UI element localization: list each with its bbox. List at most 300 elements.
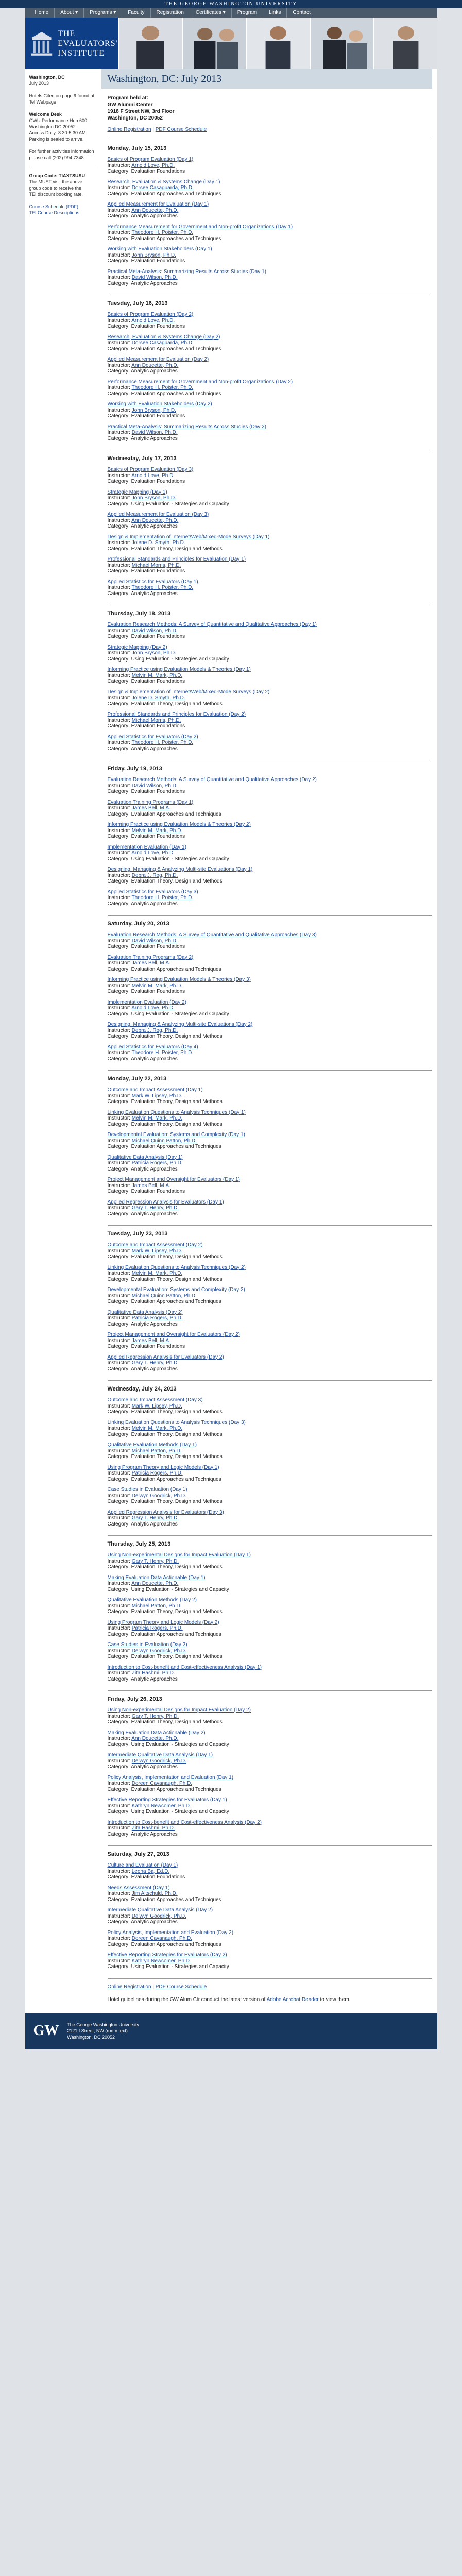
course-title-link[interactable]: Implementation Evaluation (Day 1)	[107, 844, 186, 850]
course-title-link[interactable]: Developmental Evaluation: Systems and Complexity (Day 2)	[107, 1287, 245, 1293]
course-item	[108, 1907, 432, 1925]
link-separator: |	[152, 1984, 156, 1990]
instructor-link[interactable]: Melvin M. Mark, Ph.D.	[131, 1426, 183, 1431]
course-title-link[interactable]: Implementation Evaluation (Day 2)	[107, 999, 186, 1005]
schedule-divider	[108, 1978, 432, 1979]
course-title-link[interactable]: Needs Assessment (Day 1)	[107, 1885, 170, 1891]
instructor-label: Instructor:	[107, 517, 130, 523]
instructor-link[interactable]: Melvin M. Mark, Ph.D.	[131, 672, 183, 679]
sidebar-group-title: Group Code: TIAXTSUSU	[29, 173, 85, 178]
logo-text	[58, 29, 117, 58]
category-label: Category:	[107, 191, 130, 197]
course-title-link[interactable]: Applied Measurement for Evaluation (Day 2)	[107, 357, 209, 362]
instructor-link[interactable]: Ann Doucette, Ph.D.	[131, 362, 179, 368]
online-registration-link-bottom[interactable]: Online Registration	[107, 1984, 151, 1990]
instructor-link[interactable]: Theodore H. Poister, Ph.D.	[131, 1050, 194, 1056]
course-item	[108, 534, 432, 552]
category-label: Category:	[107, 1631, 130, 1637]
category-value: Analytic Approaches	[131, 1056, 178, 1062]
instructor-link[interactable]: Melvin M. Mark, Ph.D.	[131, 1270, 183, 1276]
instructor-label: Instructor:	[107, 1825, 130, 1831]
sidebar-welcome-title: Welcome Desk	[29, 112, 62, 117]
logo-line-2: EVALUATORS'	[58, 39, 118, 48]
category-label: Category:	[107, 501, 130, 507]
instructor-link[interactable]: Gary T. Henry, Ph.D.	[131, 1713, 179, 1719]
nav-item[interactable]: Program	[232, 8, 263, 18]
category-label: Category:	[107, 1211, 130, 1217]
acrobat-note-suffix: to view them.	[320, 1996, 351, 2003]
instructor-label: Instructor:	[107, 1027, 130, 1033]
course-item	[108, 1155, 432, 1173]
category-label: Category:	[107, 546, 130, 552]
category-value: Evaluation Foundations	[131, 258, 185, 264]
category-value: Analytic Approaches	[131, 213, 178, 219]
category-label: Category:	[107, 1964, 130, 1970]
course-title-link[interactable]: Evaluation Training Programs (Day 2)	[107, 954, 194, 960]
course-item	[108, 224, 432, 242]
course-title-link[interactable]: Project Management and Oversight for Evaluators (Day 2)	[107, 1332, 240, 1337]
course-title-link[interactable]: Performance Measurement for Government and Non-profit Organizations (Day 1)	[107, 224, 293, 230]
instructor-link[interactable]: David Wilson, Ph.D.	[131, 430, 178, 435]
category-value: Evaluation Foundations	[131, 679, 185, 684]
course-title-link[interactable]: Evaluation Research Methods: A Survey of Quantitative and Qualitative Approaches (Day 3)	[107, 932, 317, 938]
course-title-link[interactable]: Case Studies in Evaluation (Day 1)	[107, 1487, 187, 1493]
course-title-link[interactable]: Basics of Program Evaluation (Day 3)	[107, 467, 194, 472]
category-value: Evaluation Foundations	[131, 1344, 185, 1349]
course-item	[108, 1397, 432, 1415]
category-value: Evaluation Approaches and Techniques	[131, 1476, 221, 1482]
instructor-link[interactable]: Zita Hashmi, Ph.D.	[131, 1825, 175, 1831]
instructor-link[interactable]: Patricia Rogers, Ph.D.	[131, 1160, 183, 1166]
course-item	[108, 467, 432, 485]
category-label: Category:	[107, 1099, 130, 1105]
course-title-link[interactable]: Practical Meta-Analysis: Summarizing Results Across Studies (Day 1)	[107, 268, 266, 275]
nav-item[interactable]: Home	[29, 8, 55, 18]
category-value: Using Evaluation - Strategies and Capacity	[131, 1964, 229, 1970]
category-label: Category:	[107, 1033, 130, 1039]
course-item	[108, 401, 432, 419]
category-value: Evaluation Theory, Design and Methods	[131, 1276, 223, 1282]
course-title-link[interactable]: Qualitative Evaluation Methods (Day 1)	[107, 1442, 197, 1448]
category-label: Category:	[107, 1344, 130, 1349]
program-location-venue: GW Alumni Center	[107, 102, 153, 108]
instructor-link[interactable]: Jolene D. Smyth, Ph.D.	[131, 540, 185, 546]
instructor-link[interactable]: Michael Quinn Patton, Ph.D.	[131, 1138, 197, 1144]
course-item	[108, 1730, 432, 1748]
instructor-label: Instructor:	[107, 185, 130, 191]
category-value: Evaluation Approaches and Techniques	[131, 235, 221, 242]
instructor-label: Instructor:	[107, 1115, 130, 1121]
course-title-link[interactable]: Design & Implementation of Internet/Web/Mixed-Mode Surveys (Day 1)	[107, 534, 270, 540]
online-registration-link[interactable]: Online Registration	[107, 127, 151, 132]
category-value: Evaluation Foundations	[131, 1189, 185, 1194]
instructor-label: Instructor:	[107, 895, 130, 901]
category-value: Evaluation Theory, Design and Methods	[131, 1454, 223, 1460]
course-title-link[interactable]: Intermediate Qualitative Data Analysis (Day 2)	[107, 1907, 213, 1913]
course-title-link[interactable]: Qualitative Data Analysis (Day 1)	[107, 1154, 183, 1160]
instructor-link[interactable]: Kathryn Newcomer, Ph.D.	[131, 1958, 191, 1964]
course-title-link[interactable]: Policy Analysis, Implementation and Evaluation (Day 1)	[107, 1774, 234, 1781]
course-item	[108, 667, 432, 685]
category-value: Analytic Approaches	[131, 1166, 178, 1172]
instructor-link[interactable]: Patricia Rogers, Ph.D.	[131, 1470, 183, 1476]
category-value: Evaluation Approaches and Techniques	[131, 1144, 221, 1149]
instructor-link[interactable]: Gary T. Henry, Ph.D.	[131, 1205, 179, 1211]
category-value: Evaluation Foundations	[131, 723, 185, 729]
instructor-link[interactable]: David Wilson, Ph.D.	[131, 628, 178, 634]
course-item	[108, 357, 432, 375]
course-item	[108, 1110, 432, 1128]
course-title-link[interactable]: Informing Practice using Evaluation Models & Theories (Day 2)	[107, 822, 251, 827]
course-title-link[interactable]: Performance Measurement for Government and Non-profit Organizations (Day 2)	[107, 379, 293, 385]
instructor-link[interactable]: James Bell, M.A.	[131, 805, 170, 811]
instructor-link[interactable]: David Wilson, Ph.D.	[131, 938, 178, 944]
instructor-link[interactable]: Ann Doucette, Ph.D.	[131, 1736, 179, 1741]
course-title-link[interactable]: Introduction to Cost-benefit and Cost-effectiveness Analysis (Day 2)	[107, 1819, 262, 1825]
instructor-link[interactable]: Michael Patton, Ph.D.	[131, 1448, 182, 1454]
instructor-link[interactable]: Zita Hashmi, Ph.D.	[131, 1670, 175, 1676]
course-item	[108, 1087, 432, 1105]
instructor-link[interactable]: Gary T. Henry, Ph.D.	[131, 1360, 179, 1366]
day-divider	[108, 1380, 432, 1381]
pdf-schedule-link-bottom[interactable]: PDF Course Schedule	[155, 1984, 207, 1990]
category-label: Category:	[107, 346, 130, 352]
course-item	[108, 1132, 432, 1150]
instructor-link[interactable]: David Wilson, Ph.D.	[131, 783, 178, 789]
course-title-link[interactable]: Informing Practice using Evaluation Models & Theories (Day 3)	[107, 977, 251, 982]
course-title-link[interactable]: Using Non-experimental Designs for Impact Evaluation (Day 2)	[107, 1707, 251, 1713]
day-title: Saturday, July 20, 2013	[107, 921, 169, 927]
instructor-link[interactable]: Mark W. Lipsey, Ph.D.	[131, 1093, 182, 1099]
category-label: Category:	[107, 1609, 130, 1615]
course-title-link[interactable]: Applied Measurement for Evaluation (Day 3)	[107, 512, 209, 517]
instructor-link[interactable]: Debra J. Rog, Ph.D.	[131, 872, 178, 878]
category-label: Category:	[107, 944, 130, 950]
body-wrap	[25, 69, 437, 2013]
instructor-link[interactable]: Arnold Love, Ph.D.	[131, 850, 175, 856]
course-title-link[interactable]: Linking Evaluation Questions to Analysis Techniques (Day 1)	[107, 1109, 246, 1115]
course-title-link[interactable]: Working with Evaluation Stakeholders (Day 1)	[107, 246, 212, 252]
instructor-link[interactable]: John Bryson, Ph.D.	[131, 495, 176, 501]
instructor-link[interactable]: Jolene D. Smyth, Ph.D.	[131, 695, 185, 701]
course-item	[108, 1952, 432, 1970]
schedule-days	[108, 140, 432, 1970]
instructor-link[interactable]: John Bryson, Ph.D.	[131, 650, 176, 656]
category-value: Evaluation Foundations	[131, 634, 185, 639]
program-location-address: 1918 F Street NW, 3rd Floor	[107, 109, 175, 114]
course-title-link[interactable]: Design & Implementation of Internet/Web/Mixed-Mode Surveys (Day 2)	[107, 689, 270, 695]
instructor-link[interactable]: Arnold Love, Ph.D.	[131, 317, 175, 324]
course-title-link[interactable]: Policy Analysis, Implementation and Evaluation (Day 2)	[107, 1929, 234, 1936]
course-title-link[interactable]: Designing, Managing & Analyzing Multi-site Evaluations (Day 2)	[107, 1022, 253, 1027]
course-title-link[interactable]: Strategic Mapping (Day 2)	[107, 644, 167, 650]
category-value: Evaluation Foundations	[131, 1874, 185, 1880]
category-label: Category:	[107, 258, 130, 264]
gw-logo[interactable]: GW	[33, 2022, 59, 2039]
course-title-link[interactable]: Applied Statistics for Evaluators (Day 2)	[107, 734, 198, 740]
nav-item[interactable]: Registration	[151, 8, 190, 18]
instructor-label: Instructor:	[107, 1448, 130, 1454]
instructor-link[interactable]: Doreen Cavanaugh, Ph.D.	[131, 1936, 193, 1941]
course-title-link[interactable]: Basics of Program Evaluation (Day 2)	[107, 312, 194, 317]
instructor-link[interactable]: Melvin M. Mark, Ph.D.	[131, 827, 183, 834]
acrobat-reader-link[interactable]: Adobe Acrobat Reader	[266, 1996, 319, 2003]
category-label: Category:	[107, 1454, 130, 1460]
course-item	[108, 711, 432, 730]
instructor-link[interactable]: Mark W. Lipsey, Ph.D.	[131, 1403, 182, 1409]
day-divider	[108, 1690, 432, 1691]
schedule-content	[101, 95, 432, 2003]
university-topbar: THE GEORGE WASHINGTON UNIVERSITY	[0, 0, 462, 8]
instructor-link[interactable]: Michael Quinn Patton, Ph.D.	[131, 1293, 197, 1299]
instructor-link[interactable]: Leona Ba, Ed.D.	[131, 1868, 170, 1874]
instructor-link[interactable]: Delwyn Goodrick, Ph.D.	[131, 1758, 186, 1764]
category-value: Evaluation Theory, Design and Methods	[131, 1499, 223, 1504]
category-label: Category:	[107, 1121, 130, 1127]
instructor-link[interactable]: Michael Patton, Ph.D.	[131, 1603, 182, 1609]
instructor-link[interactable]: Theodore H. Poister, Ph.D.	[131, 385, 194, 391]
category-value: Evaluation Foundations	[131, 944, 185, 950]
course-title-link[interactable]: Practical Meta-Analysis: Summarizing Results Across Studies (Day 2)	[107, 423, 266, 430]
instructor-link[interactable]: David Wilson, Ph.D.	[131, 275, 178, 280]
program-location-city: Washington, DC 20052	[107, 115, 163, 121]
instructor-label: Instructor:	[107, 1781, 130, 1786]
instructor-link[interactable]: Gary T. Henry, Ph.D.	[131, 1558, 179, 1564]
course-title-link[interactable]: Culture and Evaluation (Day 1)	[107, 1862, 178, 1868]
footer-line-3: Washington, DC 20052	[67, 2034, 115, 2040]
category-label: Category:	[107, 1764, 130, 1770]
sidebar-schedule-pdf-link[interactable]: Course Schedule (PDF)	[29, 204, 79, 209]
instructor-link[interactable]: Arnold Love, Ph.D.	[131, 472, 175, 479]
course-title-link[interactable]: Professional Standards and Principles for Evaluation (Day 2)	[107, 711, 246, 717]
course-title-link[interactable]: Evaluation Training Programs (Day 1)	[107, 799, 194, 805]
course-title-link[interactable]: Making Evaluation Data Actionable (Day 1)	[107, 1574, 206, 1581]
instructor-link[interactable]: James Bell, M.A.	[131, 1337, 170, 1344]
course-title-link[interactable]: Effective Reporting Strategies for Evaluators (Day 2)	[107, 1952, 227, 1958]
course-item	[108, 424, 432, 442]
institute-logo[interactable]	[25, 18, 118, 69]
category-label: Category:	[107, 745, 130, 752]
course-title-link[interactable]: Effective Reporting Strategies for Evaluators (Day 1)	[107, 1797, 227, 1803]
category-value: Analytic Approaches	[131, 280, 178, 286]
instructor-label: Instructor:	[107, 275, 130, 280]
course-title-link[interactable]: Outcome and Impact Assessment (Day 3)	[107, 1397, 203, 1403]
category-label: Category:	[107, 235, 130, 242]
nav-item[interactable]: Faculty	[122, 8, 150, 18]
sidebar-welcome	[29, 111, 98, 142]
course-title-link[interactable]: Case Studies in Evaluation (Day 2)	[107, 1642, 187, 1648]
course-title-link[interactable]: Applied Regression Analysis for Evaluators (Day 3)	[107, 1509, 224, 1515]
instructor-link[interactable]: Doreen Cavanaugh, Ph.D.	[131, 1781, 193, 1786]
instructor-link[interactable]: Theodore H. Poister, Ph.D.	[131, 895, 194, 901]
course-item	[108, 1420, 432, 1438]
instructor-label: Instructor:	[107, 1293, 130, 1299]
instructor-link[interactable]: Michael Morris, Ph.D.	[131, 717, 181, 723]
category-label: Category:	[107, 1564, 130, 1570]
course-title-link[interactable]: Applied Regression Analysis for Evaluators (Day 1)	[107, 1199, 224, 1205]
day-title: Tuesday, July 16, 2013	[107, 300, 168, 307]
header-photo-5	[373, 18, 437, 69]
instructor-link[interactable]: James Bell, M.A.	[131, 1182, 170, 1189]
instructor-link[interactable]: Jim Altschuld, Ph.D.	[131, 1891, 178, 1896]
instructor-label: Instructor:	[107, 1868, 130, 1874]
day-title: Friday, July 26, 2013	[107, 1696, 162, 1702]
course-item	[108, 1287, 432, 1305]
instructor-label: Instructor:	[107, 1360, 130, 1366]
instructor-link[interactable]: Dorsee Casaguarda, Ph.D.	[131, 185, 194, 191]
nav-item[interactable]: Contact	[293, 10, 311, 15]
course-title-link[interactable]: Making Evaluation Data Actionable (Day 2)	[107, 1730, 206, 1736]
category-value: Evaluation Foundations	[131, 789, 185, 794]
header-photo-4	[310, 18, 373, 69]
course-title-link[interactable]: Basics of Program Evaluation (Day 1)	[107, 157, 194, 162]
instructor-label: Instructor:	[107, 740, 130, 745]
schedule-day	[108, 450, 432, 597]
course-title-link[interactable]: Applied Measurement for Evaluation (Day 1)	[107, 201, 209, 207]
course-title-link[interactable]: Informing Practice using Evaluation Models & Theories (Day 1)	[107, 667, 251, 672]
instructor-link[interactable]: Theodore H. Poister, Ph.D.	[131, 740, 194, 745]
category-label: Category:	[107, 1586, 130, 1592]
course-item	[108, 1354, 432, 1372]
course-title-link[interactable]: Qualitative Data Analysis (Day 2)	[107, 1309, 183, 1315]
course-title-link[interactable]: Linking Evaluation Questions to Analysis Techniques (Day 2)	[107, 1264, 246, 1270]
instructor-link[interactable]: Patricia Rogers, Ph.D.	[131, 1315, 183, 1321]
acrobat-note	[108, 1997, 432, 2003]
course-title-link[interactable]: Intermediate Qualitative Data Analysis (Day 1)	[107, 1752, 213, 1758]
pdf-schedule-link[interactable]: PDF Course Schedule	[155, 127, 207, 132]
instructor-link[interactable]: Ann Doucette, Ph.D.	[131, 517, 179, 523]
instructor-label: Instructor:	[107, 1581, 130, 1586]
course-title-link[interactable]: Evaluation Research Methods: A Survey of Quantitative and Qualitative Approaches (Day 2)	[107, 777, 317, 783]
instructor-label: Instructor:	[107, 628, 130, 634]
category-value: Using Evaluation - Strategies and Capacity	[131, 1809, 229, 1815]
category-value: Evaluation Theory, Design and Methods	[131, 1033, 223, 1039]
course-title-link[interactable]: Research, Evaluation & Systems Change (Day 2)	[107, 334, 220, 340]
category-label: Category:	[107, 1786, 130, 1792]
instructor-label: Instructor:	[107, 1648, 130, 1654]
course-item	[108, 179, 432, 197]
instructor-link[interactable]: Melvin M. Mark, Ph.D.	[131, 982, 183, 989]
course-title-link[interactable]: Introduction to Cost-benefit and Cost-effectiveness Analysis (Day 1)	[107, 1664, 262, 1670]
category-value: Analytic Approaches	[131, 1366, 178, 1372]
course-title-link[interactable]: Working with Evaluation Stakeholders (Day 2)	[107, 401, 212, 407]
course-title-link[interactable]: Applied Statistics for Evaluators (Day 4)	[107, 1044, 198, 1050]
course-title-link[interactable]: Research, Evaluation & Systems Change (Day 1)	[107, 179, 220, 185]
course-title-link[interactable]: Outcome and Impact Assessment (Day 1)	[107, 1087, 203, 1093]
sidebar-welcome-line: Access Daily: 8:30-5:30 AM	[29, 130, 86, 135]
course-item	[108, 1797, 432, 1815]
nav-item[interactable]: Links	[263, 8, 287, 18]
category-label: Category:	[107, 1276, 130, 1282]
category-label: Category:	[107, 1144, 130, 1149]
category-value: Using Evaluation - Strategies and Capacity	[131, 656, 229, 662]
day-title: Monday, July 22, 2013	[107, 1076, 167, 1082]
course-title-link[interactable]: Applied Statistics for Evaluators (Day 3)	[107, 889, 198, 895]
category-value: Analytic Approaches	[131, 1211, 178, 1217]
category-value: Evaluation Approaches and Techniques	[131, 1941, 221, 1947]
instructor-link[interactable]: Gary T. Henry, Ph.D.	[131, 1515, 179, 1521]
instructor-link[interactable]: John Bryson, Ph.D.	[131, 252, 176, 258]
course-item	[108, 1885, 432, 1903]
category-value: Evaluation Foundations	[131, 168, 185, 174]
instructor-link[interactable]: Delwyn Goodrick, Ph.D.	[131, 1913, 186, 1919]
nav-item[interactable]: Certificates ▾	[190, 8, 232, 18]
course-title-link[interactable]: Strategic Mapping (Day 1)	[107, 489, 167, 495]
instructor-label: Instructor:	[107, 430, 130, 435]
category-label: Category:	[107, 1321, 130, 1327]
category-value: Evaluation Foundations	[131, 989, 185, 994]
instructor-link[interactable]: Ann Doucette, Ph.D.	[131, 1581, 179, 1586]
instructor-link[interactable]: John Bryson, Ph.D.	[131, 407, 176, 413]
instructor-link[interactable]: Kathryn Newcomer, Ph.D.	[131, 1803, 191, 1809]
instructor-label: Instructor:	[107, 1736, 130, 1741]
instructor-link[interactable]: Dorsee Casaguarda, Ph.D.	[131, 340, 194, 346]
nav-item[interactable]: About ▾	[55, 8, 84, 18]
course-title-link[interactable]: Linking Evaluation Questions to Analysis Techniques (Day 3)	[107, 1419, 246, 1426]
instructor-label: Instructor:	[107, 1050, 130, 1056]
category-value: Analytic Approaches	[131, 1676, 178, 1682]
instructor-link[interactable]: Theodore H. Poister, Ph.D.	[131, 585, 194, 590]
category-value: Evaluation Theory, Design and Methods	[131, 1609, 223, 1615]
category-label: Category:	[107, 1254, 130, 1260]
category-label: Category:	[107, 280, 130, 286]
instructor-link[interactable]: James Bell, M.A.	[131, 960, 170, 966]
instructor-link[interactable]: Delwyn Goodrick, Ph.D.	[131, 1493, 186, 1499]
course-title-link[interactable]: Developmental Evaluation: Systems and Complexity (Day 1)	[107, 1132, 245, 1138]
course-title-link[interactable]: Professional Standards and Principles for Evaluation (Day 1)	[107, 556, 246, 562]
course-item	[108, 1930, 432, 1948]
instructor-link[interactable]: Debra J. Rog, Ph.D.	[131, 1027, 178, 1033]
course-title-link[interactable]: Project Management and Oversight for Evaluators (Day 1)	[107, 1177, 240, 1182]
course-title-link[interactable]: Applied Statistics for Evaluators (Day 1)	[107, 579, 198, 585]
instructor-link[interactable]: Arnold Love, Ph.D.	[131, 162, 175, 168]
course-title-link[interactable]: Using Program Theory and Logic Models (Day 1)	[107, 1464, 219, 1470]
course-title-link[interactable]: Applied Regression Analysis for Evaluators (Day 2)	[107, 1354, 224, 1360]
course-title-link[interactable]: Using Non-experimental Designs for Impact Evaluation (Day 1)	[107, 1552, 251, 1558]
course-item	[108, 734, 432, 752]
page-title	[101, 69, 432, 89]
instructor-link[interactable]: Mark W. Lipsey, Ph.D.	[131, 1248, 182, 1254]
instructor-label: Instructor:	[107, 1138, 130, 1144]
instructor-label: Instructor:	[107, 872, 130, 878]
course-title-link[interactable]: Designing, Managing & Analyzing Multi-site Evaluations (Day 1)	[107, 867, 253, 872]
course-title-link[interactable]: Qualitative Evaluation Methods (Day 2)	[107, 1597, 197, 1603]
instructor-link[interactable]: Arnold Love, Ph.D.	[131, 1005, 175, 1011]
category-label: Category:	[107, 1189, 130, 1194]
instructor-link[interactable]: Patricia Rogers, Ph.D.	[131, 1625, 183, 1631]
day-title: Thursday, July 18, 2013	[107, 611, 171, 617]
instructor-link[interactable]: Theodore H. Poister, Ph.D.	[131, 230, 194, 235]
category-label: Category:	[107, 1166, 130, 1172]
category-label: Category:	[107, 634, 130, 639]
instructor-link[interactable]: Ann Doucette, Ph.D.	[131, 207, 179, 213]
category-label: Category:	[107, 656, 130, 662]
instructor-link[interactable]: Michael Morris, Ph.D.	[131, 562, 181, 568]
schedule-day	[108, 760, 432, 907]
course-item	[108, 1442, 432, 1460]
sidebar-course-descriptions-link[interactable]: TEI Course Descriptions	[29, 210, 80, 215]
course-title-link[interactable]: Outcome and Impact Assessment (Day 2)	[107, 1242, 203, 1248]
instructor-link[interactable]: Delwyn Goodrick, Ph.D.	[131, 1648, 186, 1654]
course-title-link[interactable]: Using Program Theory and Logic Models (Day 2)	[107, 1619, 219, 1625]
course-item	[108, 1552, 432, 1570]
category-label: Category:	[107, 1719, 130, 1725]
course-item	[108, 157, 432, 175]
course-title-link[interactable]: Evaluation Research Methods: A Survey of Quantitative and Qualitative Approaches (Day 1)	[107, 622, 317, 628]
instructor-link[interactable]: Melvin M. Mark, Ph.D.	[131, 1115, 183, 1121]
instructor-label: Instructor:	[107, 252, 130, 258]
nav-item[interactable]: Programs ▾	[84, 8, 122, 18]
